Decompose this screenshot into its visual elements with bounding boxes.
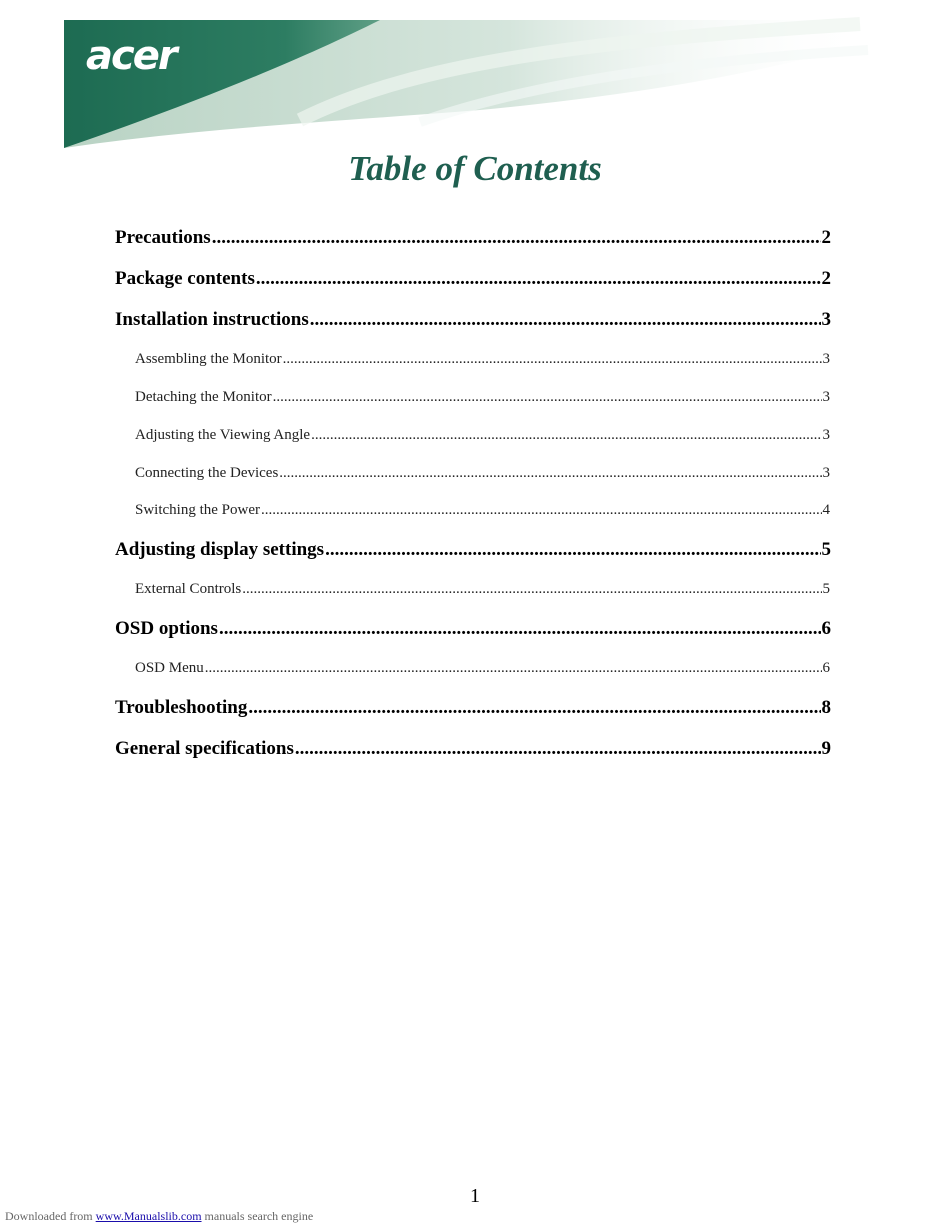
toc-entry[interactable] — [115, 696, 831, 720]
toc-dot-leader — [256, 267, 821, 291]
toc-entry-label: Connecting the Devices — [135, 465, 279, 481]
toc-entry-label: Installation instructions — [115, 309, 309, 330]
toc-entry-page: 3 — [822, 465, 830, 481]
toc-entry-label: Adjusting display settings — [115, 539, 325, 560]
toc-entry-label: Switching the Power — [135, 502, 260, 518]
toc-dot-leader — [205, 658, 822, 678]
toc-entry-label: Package contents — [115, 268, 255, 289]
toc-entry-label: Detaching the Monitor — [135, 389, 272, 405]
acer-logo: acer — [86, 33, 176, 79]
page-title: Table of Contents — [348, 149, 602, 188]
toc-entry-page: 8 — [821, 697, 831, 718]
toc-entry-label: Troubleshooting — [115, 697, 248, 718]
manualslib-link[interactable]: www.Manualslib.com — [95, 1209, 202, 1223]
toc-dot-leader — [311, 425, 821, 445]
toc-subentry[interactable] — [135, 387, 830, 407]
toc-entry[interactable] — [115, 617, 831, 641]
toc-entry[interactable] — [115, 737, 831, 761]
toc-entry-label: OSD Menu — [135, 660, 204, 676]
toc-entry-page: 6 — [822, 660, 830, 676]
toc-dot-leader — [212, 226, 821, 250]
toc-dot-leader — [248, 696, 820, 720]
toc-entry[interactable] — [115, 226, 831, 250]
toc-subentry[interactable] — [135, 463, 830, 483]
download-footer — [5, 1208, 313, 1224]
page-number: 1 — [470, 1185, 480, 1207]
footer-suffix: manuals search engine — [201, 1209, 314, 1223]
toc-entry-page: 2 — [821, 268, 831, 289]
toc-entry-label: General specifications — [115, 738, 294, 759]
toc-entry-page: 3 — [821, 309, 831, 330]
toc-subentry[interactable] — [135, 500, 830, 520]
toc-dot-leader — [295, 737, 821, 761]
toc-dot-leader — [273, 387, 822, 407]
footer-prefix: Downloaded from — [5, 1209, 96, 1223]
toc-dot-leader — [261, 500, 822, 520]
toc-entry[interactable] — [115, 267, 831, 291]
toc-entry-page: 2 — [821, 227, 831, 248]
toc-dot-leader — [283, 349, 822, 369]
toc-dot-leader — [325, 538, 820, 562]
toc-entry-label: Precautions — [115, 227, 211, 248]
toc-entry-page: 5 — [822, 581, 830, 597]
toc-entry-label: Adjusting the Viewing Angle — [135, 427, 311, 443]
toc-subentry[interactable] — [135, 579, 830, 599]
toc-entry[interactable] — [115, 308, 831, 332]
toc-entry[interactable] — [115, 538, 831, 562]
toc-dot-leader — [219, 617, 821, 641]
toc-entry-page: 3 — [822, 427, 830, 443]
toc-entry-page: 5 — [821, 539, 831, 560]
toc-dot-leader — [279, 463, 821, 483]
toc-dot-leader — [242, 579, 821, 599]
toc-entry-page: 3 — [822, 389, 830, 405]
toc-dot-leader — [310, 308, 821, 332]
toc-entry-page: 9 — [821, 738, 831, 759]
toc-entry-page: 6 — [821, 618, 831, 639]
toc-subentry[interactable] — [135, 425, 830, 445]
toc-entry-label: External Controls — [135, 581, 242, 597]
toc-entry-label: Assembling the Monitor — [135, 351, 282, 367]
toc-entry-page: 3 — [822, 351, 830, 367]
toc-entry-page: 4 — [822, 502, 830, 518]
toc-subentry[interactable] — [135, 349, 830, 369]
toc-entry-label: OSD options — [115, 618, 218, 639]
toc-subentry[interactable] — [135, 658, 830, 678]
